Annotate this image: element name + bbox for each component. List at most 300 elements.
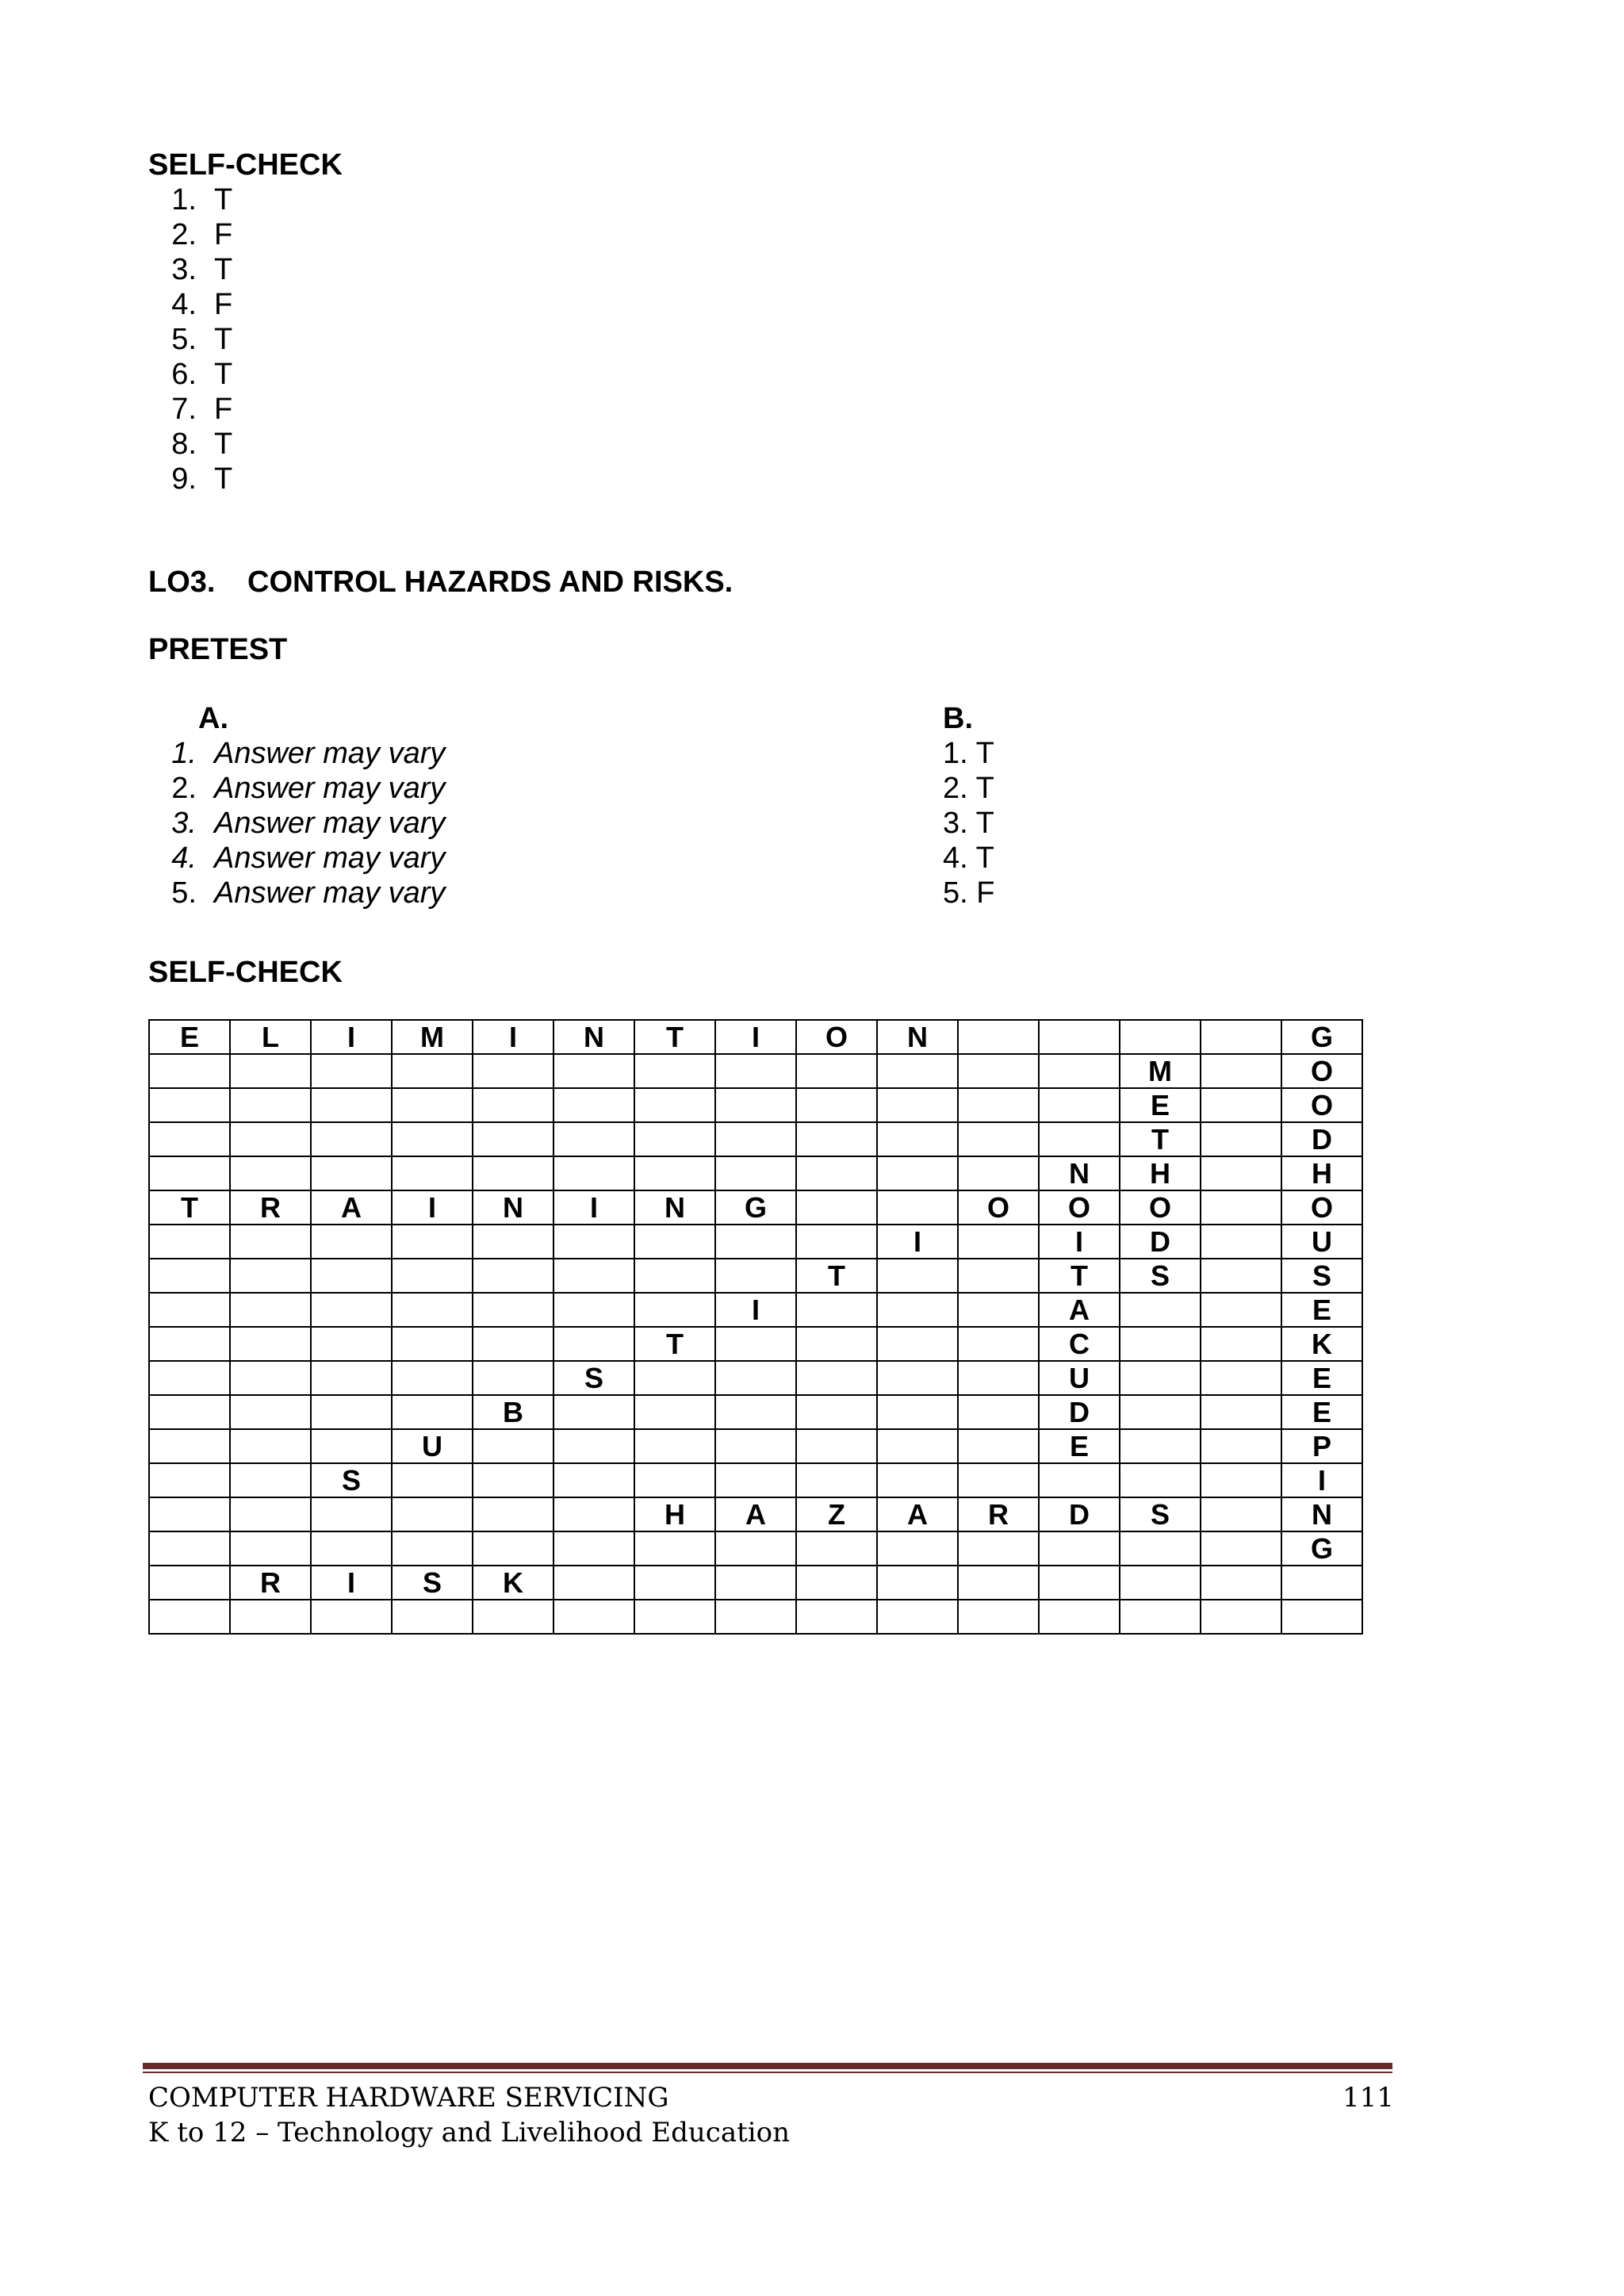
grid-cell (796, 1361, 877, 1395)
grid-cell (634, 1395, 715, 1429)
grid-row (149, 1600, 1362, 1634)
grid-cell (311, 1054, 392, 1088)
grid-cell (958, 1020, 1039, 1054)
grid-row (149, 1088, 1362, 1122)
grid-cell (1201, 1259, 1281, 1293)
item-answer: Answer may vary (214, 737, 446, 770)
grid-cell (230, 1463, 311, 1497)
grid-cell: E (1281, 1395, 1362, 1429)
grid-cell: R (958, 1497, 1039, 1531)
list-item: 1. T (943, 737, 994, 770)
grid-row (149, 1259, 1362, 1293)
grid-cell (392, 1156, 473, 1190)
grid-cell (958, 1429, 1039, 1463)
grid-cell (392, 1497, 473, 1531)
grid-cell (553, 1259, 634, 1293)
grid-cell (1201, 1566, 1281, 1600)
grid-cell (715, 1463, 796, 1497)
footer-rule-thick (143, 2063, 1392, 2069)
grid-cell (715, 1122, 796, 1156)
grid-cell (392, 1088, 473, 1122)
grid-cell: T (149, 1190, 230, 1225)
grid-cell: O (1281, 1088, 1362, 1122)
grid-cell (149, 1293, 230, 1327)
grid-cell (1201, 1361, 1281, 1395)
grid-cell (1201, 1293, 1281, 1327)
grid-cell: S (1281, 1259, 1362, 1293)
grid-cell (634, 1531, 715, 1566)
item-number: 4. (171, 841, 197, 875)
grid-cell (1120, 1395, 1201, 1429)
grid-cell (634, 1122, 715, 1156)
pretest-part-b-label: B. (943, 702, 973, 735)
list-item (151, 392, 468, 427)
grid-row (149, 1122, 1362, 1156)
grid-cell (877, 1531, 958, 1566)
grid-cell (473, 1361, 553, 1395)
grid-cell (877, 1088, 958, 1122)
list-item: 2. T (943, 772, 994, 805)
item-number: 3. (171, 253, 197, 286)
grid-cell (553, 1122, 634, 1156)
grid-cell (230, 1156, 311, 1190)
grid-row (149, 1497, 1362, 1531)
grid-cell (958, 1327, 1039, 1361)
grid-cell (230, 1531, 311, 1566)
grid-cell (311, 1429, 392, 1463)
grid-row (149, 1361, 1362, 1395)
grid-cell: O (1120, 1190, 1201, 1225)
grid-cell: G (715, 1190, 796, 1225)
grid-cell: E (1039, 1429, 1120, 1463)
grid-cell (877, 1361, 958, 1395)
grid-cell (230, 1293, 311, 1327)
grid-cell (877, 1463, 958, 1497)
grid-cell (311, 1531, 392, 1566)
grid-cell (634, 1429, 715, 1463)
grid-cell (553, 1463, 634, 1497)
grid-cell (473, 1497, 553, 1531)
grid-cell: O (1039, 1190, 1120, 1225)
grid-cell (553, 1600, 634, 1634)
grid-cell (958, 1293, 1039, 1327)
grid-cell: E (1281, 1293, 1362, 1327)
grid-cell (715, 1361, 796, 1395)
grid-cell (796, 1463, 877, 1497)
grid-cell (1201, 1327, 1281, 1361)
grid-cell (796, 1531, 877, 1566)
pretest-part-a-label: A. (198, 702, 228, 735)
grid-cell (230, 1122, 311, 1156)
grid-cell (392, 1327, 473, 1361)
grid-cell (715, 1531, 796, 1566)
pretest-heading: PRETEST (148, 633, 288, 666)
grid-cell (958, 1088, 1039, 1122)
grid-cell (149, 1327, 230, 1361)
grid-cell (1201, 1600, 1281, 1634)
grid-cell (1201, 1054, 1281, 1088)
grid-cell (392, 1293, 473, 1327)
grid-cell (149, 1088, 230, 1122)
grid-cell (311, 1600, 392, 1634)
grid-cell: I (1281, 1463, 1362, 1497)
item-answer: T (214, 183, 233, 217)
grid-cell (1201, 1225, 1281, 1259)
grid-cell (473, 1225, 553, 1259)
grid-cell (230, 1054, 311, 1088)
grid-cell (149, 1566, 230, 1600)
grid-cell (877, 1395, 958, 1429)
grid-cell (1120, 1531, 1201, 1566)
item-answer: Answer may vary (214, 876, 446, 910)
grid-cell (796, 1395, 877, 1429)
grid-cell (553, 1531, 634, 1566)
list-item (151, 462, 468, 496)
grid-cell (958, 1122, 1039, 1156)
grid-cell (392, 1054, 473, 1088)
grid-cell (230, 1327, 311, 1361)
item-number: 5. (171, 323, 197, 356)
grid-cell: O (1281, 1190, 1362, 1225)
grid-cell (1039, 1531, 1120, 1566)
grid-cell: I (715, 1020, 796, 1054)
grid-row (149, 1463, 1362, 1497)
grid-cell (877, 1122, 958, 1156)
list-item (151, 252, 468, 287)
grid-cell: O (1281, 1054, 1362, 1088)
grid-cell (1039, 1566, 1120, 1600)
grid-cell (473, 1327, 553, 1361)
grid-cell (634, 1361, 715, 1395)
grid-row (149, 1429, 1362, 1463)
grid-cell (230, 1497, 311, 1531)
grid-cell (715, 1327, 796, 1361)
grid-cell (1201, 1156, 1281, 1190)
grid-cell (715, 1429, 796, 1463)
grid-cell (230, 1429, 311, 1463)
grid-cell (1120, 1293, 1201, 1327)
grid-cell: A (1039, 1293, 1120, 1327)
grid-cell: S (392, 1566, 473, 1600)
list-item (151, 841, 706, 876)
grid-cell: I (715, 1293, 796, 1327)
grid-cell (634, 1600, 715, 1634)
grid-row (149, 1566, 1362, 1600)
grid-cell: N (473, 1190, 553, 1225)
grid-cell (149, 1122, 230, 1156)
grid-cell (877, 1156, 958, 1190)
item-answer: T (214, 253, 233, 286)
grid-cell: M (392, 1020, 473, 1054)
grid-cell (877, 1566, 958, 1600)
grid-cell (392, 1225, 473, 1259)
grid-cell (392, 1395, 473, 1429)
grid-cell (1201, 1429, 1281, 1463)
item-answer: T (214, 427, 233, 461)
grid-cell: H (1281, 1156, 1362, 1190)
grid-cell (634, 1156, 715, 1190)
grid-cell (958, 1395, 1039, 1429)
grid-cell (553, 1156, 634, 1190)
grid-cell: I (877, 1225, 958, 1259)
list-item (151, 287, 468, 322)
grid-cell (796, 1156, 877, 1190)
grid-cell (634, 1566, 715, 1600)
lo3-title: CONTROL HAZARDS AND RISKS. (247, 565, 733, 599)
grid-cell: Z (796, 1497, 877, 1531)
list-item: 5. F (943, 876, 995, 910)
grid-cell (230, 1600, 311, 1634)
grid-row (149, 1225, 1362, 1259)
grid-cell (634, 1225, 715, 1259)
list-item (151, 182, 468, 217)
grid-cell: D (1039, 1497, 1120, 1531)
grid-cell: T (634, 1327, 715, 1361)
grid-cell (1120, 1463, 1201, 1497)
grid-cell: I (311, 1020, 392, 1054)
grid-cell (634, 1088, 715, 1122)
grid-cell: I (392, 1190, 473, 1225)
grid-cell: N (1281, 1497, 1362, 1531)
grid-row (149, 1327, 1362, 1361)
grid-cell (634, 1463, 715, 1497)
list-item (151, 806, 706, 841)
self-check-answer-list (151, 182, 468, 496)
grid-cell (1201, 1531, 1281, 1566)
grid-cell (1039, 1122, 1120, 1156)
grid-cell: I (1039, 1225, 1120, 1259)
grid-cell: T (634, 1020, 715, 1054)
grid-cell (634, 1054, 715, 1088)
item-answer: Answer may vary (214, 772, 446, 805)
grid-cell (958, 1463, 1039, 1497)
grid-cell: R (230, 1190, 311, 1225)
grid-cell: D (1120, 1225, 1201, 1259)
grid-cell (715, 1395, 796, 1429)
grid-row (149, 1020, 1362, 1054)
grid-cell: O (958, 1190, 1039, 1225)
self-check-2-heading: SELF-CHECK (148, 956, 343, 989)
grid-cell (958, 1600, 1039, 1634)
grid-cell (877, 1293, 958, 1327)
grid-cell (877, 1600, 958, 1634)
grid-cell (473, 1293, 553, 1327)
grid-cell: P (1281, 1429, 1362, 1463)
grid-cell: L (230, 1020, 311, 1054)
grid-cell (958, 1259, 1039, 1293)
grid-cell: S (1120, 1497, 1201, 1531)
grid-cell (149, 1600, 230, 1634)
grid-cell (553, 1225, 634, 1259)
grid-cell (715, 1566, 796, 1600)
grid-cell (796, 1088, 877, 1122)
item-number: 3. (171, 807, 197, 840)
grid-cell (149, 1156, 230, 1190)
grid-cell (553, 1293, 634, 1327)
item-answer: Answer may vary (214, 807, 446, 840)
self-check-heading: SELF-CHECK (148, 148, 343, 182)
grid-cell: G (1281, 1531, 1362, 1566)
item-number: 1. (171, 183, 197, 217)
grid-cell (877, 1054, 958, 1088)
grid-cell (392, 1361, 473, 1395)
grid-row (149, 1293, 1362, 1327)
grid-cell: R (230, 1566, 311, 1600)
grid-cell: N (634, 1190, 715, 1225)
item-answer: T (214, 323, 233, 356)
grid-cell: H (1120, 1156, 1201, 1190)
grid-cell (311, 1225, 392, 1259)
grid-row (149, 1054, 1362, 1088)
grid-cell: E (149, 1020, 230, 1054)
item-number: 2. (171, 218, 197, 251)
grid-cell: U (392, 1429, 473, 1463)
grid-cell (796, 1600, 877, 1634)
grid-cell (311, 1259, 392, 1293)
grid-row (149, 1156, 1362, 1190)
grid-cell (958, 1156, 1039, 1190)
item-number: 6. (171, 358, 197, 391)
grid-cell (796, 1190, 877, 1225)
grid-cell (473, 1156, 553, 1190)
footer-course: COMPUTER HARDWARE SERVICING (148, 2082, 669, 2114)
grid-cell (796, 1429, 877, 1463)
grid-cell (392, 1463, 473, 1497)
grid-cell (230, 1361, 311, 1395)
grid-cell (796, 1054, 877, 1088)
grid-cell (311, 1156, 392, 1190)
grid-cell (1120, 1429, 1201, 1463)
grid-cell (311, 1122, 392, 1156)
item-answer: Answer may vary (214, 841, 446, 875)
grid-cell (958, 1566, 1039, 1600)
grid-cell (715, 1225, 796, 1259)
grid-cell (473, 1600, 553, 1634)
grid-cell (796, 1225, 877, 1259)
item-answer: F (214, 288, 233, 321)
grid-cell (311, 1497, 392, 1531)
grid-cell (553, 1429, 634, 1463)
grid-cell (1281, 1600, 1362, 1634)
grid-cell: M (1120, 1054, 1201, 1088)
item-answer: T (214, 462, 233, 496)
grid-cell (149, 1259, 230, 1293)
list-item (151, 357, 468, 392)
grid-cell (230, 1259, 311, 1293)
grid-cell (553, 1054, 634, 1088)
grid-cell (1201, 1020, 1281, 1054)
grid-cell (958, 1361, 1039, 1395)
grid-cell (796, 1327, 877, 1361)
grid-cell (473, 1429, 553, 1463)
grid-cell (553, 1088, 634, 1122)
grid-cell: I (473, 1020, 553, 1054)
grid-cell (553, 1327, 634, 1361)
grid-cell (473, 1463, 553, 1497)
grid-cell (230, 1225, 311, 1259)
grid-cell: S (1120, 1259, 1201, 1293)
grid-cell (311, 1361, 392, 1395)
grid-row (149, 1190, 1362, 1225)
item-number: 7. (171, 393, 197, 426)
grid-cell (958, 1531, 1039, 1566)
grid-cell: E (1281, 1361, 1362, 1395)
item-number: 9. (171, 462, 197, 496)
list-item (151, 771, 706, 806)
grid-cell: B (473, 1395, 553, 1429)
grid-cell (1039, 1054, 1120, 1088)
list-item (151, 322, 468, 357)
grid-cell (149, 1225, 230, 1259)
grid-cell (634, 1293, 715, 1327)
grid-cell (1201, 1497, 1281, 1531)
grid-cell (149, 1463, 230, 1497)
grid-cell (149, 1054, 230, 1088)
grid-cell (1120, 1566, 1201, 1600)
grid-cell (1039, 1463, 1120, 1497)
footer-page-number: 111 (1342, 2082, 1394, 2114)
grid-cell (958, 1225, 1039, 1259)
grid-cell (149, 1361, 230, 1395)
grid-cell: T (796, 1259, 877, 1293)
grid-cell (877, 1190, 958, 1225)
grid-cell: A (877, 1497, 958, 1531)
pretest-part-a-list (151, 736, 706, 910)
grid-cell: D (1039, 1395, 1120, 1429)
grid-cell: H (634, 1497, 715, 1531)
item-number: 1. (171, 737, 197, 770)
grid-cell: E (1120, 1088, 1201, 1122)
grid-cell (715, 1600, 796, 1634)
grid-cell: U (1281, 1225, 1362, 1259)
grid-cell: K (1281, 1327, 1362, 1361)
grid-cell: K (473, 1566, 553, 1600)
grid-cell (149, 1395, 230, 1429)
grid-cell: N (553, 1020, 634, 1054)
grid-cell (553, 1395, 634, 1429)
grid-cell (473, 1259, 553, 1293)
grid-cell (473, 1088, 553, 1122)
list-item (151, 427, 468, 462)
grid-cell (230, 1395, 311, 1429)
footer-subtitle: K to 12 – Technology and Livelihood Education (148, 2117, 790, 2148)
grid-cell (877, 1259, 958, 1293)
grid-cell: T (1039, 1259, 1120, 1293)
grid-cell (877, 1429, 958, 1463)
grid-cell (877, 1327, 958, 1361)
grid-cell (553, 1566, 634, 1600)
grid-cell (1201, 1122, 1281, 1156)
grid-cell: S (311, 1463, 392, 1497)
grid-cell (715, 1156, 796, 1190)
list-item: 4. T (943, 841, 994, 875)
list-item (151, 217, 468, 252)
list-item: 3. T (943, 807, 994, 840)
grid-cell (473, 1122, 553, 1156)
footer-rule-thin (143, 2072, 1392, 2073)
grid-cell: I (553, 1190, 634, 1225)
grid-cell (1201, 1395, 1281, 1429)
grid-cell (473, 1531, 553, 1566)
grid-cell (958, 1054, 1039, 1088)
grid-cell: O (796, 1020, 877, 1054)
grid-cell (149, 1429, 230, 1463)
grid-cell (392, 1531, 473, 1566)
grid-cell: A (311, 1190, 392, 1225)
grid-cell (1120, 1600, 1201, 1634)
grid-cell (149, 1497, 230, 1531)
list-item (151, 736, 706, 771)
